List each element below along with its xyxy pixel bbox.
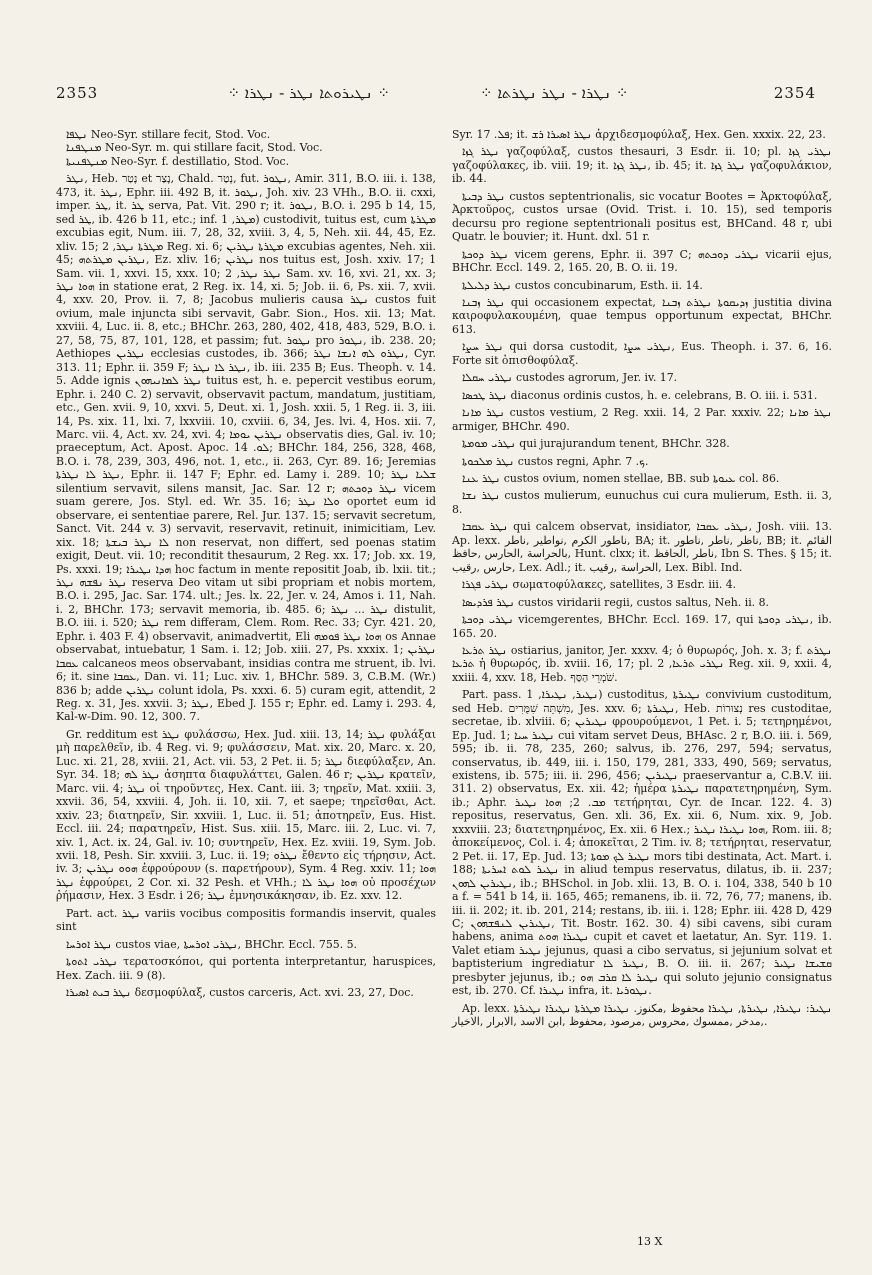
entry: ܢܛܪ ܙܒܢܐ qui occasionem expectat, ܙܕܝܩܘܬܐ ܢܛܪܬ ܙܒܢܐ justitia divina καιροφυλακουμένη, quae tempus opportunum expectat, BHChr. 613. <box>452 295 832 336</box>
entry: ܢܛܪ, Heb. נָטַר et נָצַר, Chald. נְטַר, fut. ܢܛܘܪ, Amir. 311, B.O. iii. i. 138, 473, it. ܢܛܪ, Ephr. iii. 492 B, it. ܢܛܘܪ, Joh. xiv. 23 VHh., B.O. ii. cxxi, imper. ܛܪ, it. ܛܪ serva, Pat. Vit. 290 r; it. ܢܛܘܪ, B.O. i. 295 b 14, 15, sed ܛܪ, ib. 426 b 11, etc.; inf. ܡܛܪ, 1) custodivit, tuitus est, cum ܡܛܪܬܐ excubias egit, Num. iii. 7, 28, 32, xviii. 3, 4, 5, Neh. xii. 44, 45, Ez. xliv. 15; ܡܛܪܬܐ ܢܛܪ, 2 Reg. xi. 6; ܡܛܪܬܐ ܢܛܪܝܢ excubias agentes, Neh. xii. 45; ܢܛܪܝܢ ܡܛܪܬܗ, Ez. xliv. 16; ܢܛܪܝܢ nos tuitus est, Josh. xxiv. 17; 1 Sam. vii. 1, xxvi. 15, xxx. 10; ܢܛܪ ܢܛܪ, 2 Sam. xv. 16, xvi. 21, xx. 3; ܗܘܐ ܢܛܪ in statione erat, 2 Reg. ix. 14, xi. 5; Job. ii. 6, Ps. xii. 7, xvii. 4, xxv. 20, Prov. ii. 7, 8; Jacobus mulieris causa ܢܛܪ custos fuit ovium, male injuncta sibi servavit, Gabr. Sion., Hos. xii. 13; Mat. xxviii. 4, Luc. ii. 8, etc.; BHChr. 263, 280, 402, 418, 483, 529, B.O. i. 27, 58, 75, 87, 101, 128, et passim; fut. ܢܛܘܪ pro ܢܛܘܪ, ib. 238. 20; Aethiopes ܢܛܪܝܢ ecclesias custodes, ib. 366; ܢܛܪܘ ܠܗ ܐܢܫܐ ܢܛܪ, Cyr. 313. 11; Ephr. ii. 359 F; ܢܛܪ ܠܐ ܢܛܪ, ib. iii. 235 B; Eus. Theoph. v. 14. 5. Adde ignis ܢܛܪ ܠܡܐܢܝܗܘܢ tuitus est, h. e. pepercit vestibus eorum, Ephr. i. 240 C. 2) servavit, observavit pactum, mandatum, justitiam, etc., Gen. xvii. 9, 10, xxvi. 5, Deut. xi. 1, Josh. xxii. 5, 1 Reg. ii. 3, iii. 14, Ps. xix. 11, lxi. 7, lxxviii. 10, cxviii. 6, 34, Jes. lvi. 4, Hos. xii. 7, Marc. vii. 4, Act. xv. 24, xvi. 4; ܢܛܪܝܢ ܝܘܡܐ observatis dies, Gal. iv. 10; praeceptum, Act. Apost. Apoc. ܠܘ. 14; BHChr. 184, 256, 328, 468, B.O. i. 78, 239, 303, 496, not. 1, etc., ii. 263, Cyr. 89. 16; Jeremias ܢܛܪ ܠܐ ܢܛܪܬܐ, Ephr. ii. 147 F; Ephr. ed. Lamy i. 289. 10; ܫܠܝܐ ܢܛܪ silentium servavit, silens mansit, Jac. Sar. 12 r; ܢܛܪ ܕܘܟܬܗ vicem suam gerere, Jos. Styl. ed. Wr. 35. 16; ܘܠܐ ܢܛܪ oportet eum id observare, ei sententiae parere, Rel. Jur. 137. 15; servavit secretum, Sanct. Vit. 244 v. 3) servavit, reservavit, retinuit, inimicitiam, Lev. xix. 18; ܠܐ ܢܛܪ ܒܝܫܬܐ non reservat, non differt, sed poenas statim exigit, Deut. vii. 10; reconditit thesaurum, 2 Reg. xx. 17; Job. xx. 19, Ps. xxxi. 19; ܗܕܐ ܢܛܝܪܐ hoc factum in mente repositit Joab, ib. lxii. tit.; ܢܛܪ ܢܦܫܗ ܢܛܪ reserva Deo vitam ut sibi propriam et nobis mortem, B.O. i. 295, Jac. Sar. 174. ult.; Jes. lx. 22, Jer. v. 24, Amos i. 11, Nah. i. 2, BHChr. 173; servavit memoria, ib. 485. 6; ܢܛܪ ... ܢܛܪ distulit, B.O. iii. i. 520; ܢܛܪ rem differam, Clem. Rom. Rec. 33; Cyr. 421. 20, Ephr. i. 403 F. 4) observavit, animadvertit, Eli ܗܘܐ ܢܛܪ ܦܘܡܗ os Annae observabat, intuebatur, 1 Sam. i. 12; Job. xiii. 27, Ps. xxxix. 1; ܢܛܪܝܢ ܥܩܒܐ calcaneos meos observabant, insidias contra me struent, ib. lvi. 6; it. sine ܥܩܒܐ, Dan. vi. 11; Luc. xiv. 1, BHChr. 589. 3, C.B.M. (Wr.) 836 b; adde ܢܛܪܝܢ colunt idola, Ps. xxxi. 6. 5) curam egit, attendit, 2 Reg. x. 31, Jes. xxvii. 3; ܢܛܪ, Ebed J. 155 r; Ephr. ed. Lamy i. 293. 4, Kal-w-Dim. 90. 12, 300. 7. <box>56 172 437 724</box>
entry: ܢܛܪܝ ܐܬܘܬܐ τερατοσκόποι, qui portenta interpretantur, haruspices, Hex. Zach. iii. 9 (8). <box>56 955 436 982</box>
entry: ܢܛܪ ܕܠܝܠܬܐ custos concubinarum, Esth. ii. 14. <box>462 278 703 292</box>
entry: ܢܛܪ ܬܪܥܐ ostiarius, janitor, Jer. xxxv. 4; ὁ θυρωρός, Joh. x. 3; f. ܢܛܪܬ ܬܪܥܐ ἡ θυρωρός, ib. xviii. 16, 17; pl. ܢܛܪܝ ܬܪܥܐ, 2 Reg. xii. 9, xxii. 4, xxiii. 4, xxv. 18, Heb. שֹׁמְרֵי הַסַּף. <box>452 643 832 684</box>
right-column <box>452 128 832 1029</box>
page-number-right: 2354 <box>773 84 816 102</box>
entry: ܢܛܪ ܓܙܐ γαζοφύλαξ, custos thesauri, 3 Esdr. ii. 10; pl. ܢܛܪܝ ܓܙܐ γαζοφύλακες, ib. viii. 19; it. ܢܛܪ ܓܙܐ, ib. 45; it. ܢܛܪ ܓܙܐ γαζοφυλάκιον, ib. 44. <box>452 145 832 186</box>
entry: ܢܛܪ ܢܫܐ custos mulierum, eunuchus cui cura mulierum, Esth. ii. 3, 8. <box>452 489 832 516</box>
entry: ܢܛܦܐ Neo-Syr. stillare fecit, Stod. Voc. <box>66 128 271 141</box>
entry: ܢܛܪ ܚܨܐ qui dorsa custodit, ܢܛܪܝ ܚܨܐ, Eus. Theoph. i. 37. 6, 16. Forte sit ὀπισθοφύλαξ. <box>452 340 833 367</box>
entry: Syr. ܦܠ. 17; it. ܢܛܪ ܐܣܝܪܐ ܪܫ ἀρχιδεσμοφύλαξ, Hex. Gen. xxxix. 22, 23. <box>452 128 826 141</box>
entry: ܢܛܪܝ ܚܩܠܐ custodes agrorum, Jer. iv. 17. <box>462 371 678 385</box>
entry: ܢܛܪ ܕܘܟܬܐ vicem gerens, Ephr. ii. 397 C; ܢܛܪܝ ܕܘܟܬܗ vicarii ejus, BHChr. Eccl. 149. 2, 165. 20, B. O. ii. 19. <box>452 247 833 275</box>
entry: ܢܛܪ ܥܢܐ custos ovium, nomen stellae, BB. sub ܥܝܘܬܐ col. 86. <box>462 471 780 485</box>
running-head-left: ⁘ ܢܛܝܪܘܬܐ ܢܛܪ - ܢܛܪܐ ⁘ <box>227 84 390 102</box>
running-head-right: ⁘ ܢܛܪܐ - ܢܛܪ ܢܛܪܬܐ ⁘ <box>480 84 629 102</box>
entry: ܡܢܛܦܢܐ Neo-Syr. m. qui stillare facit, Stod. Voc. <box>66 141 323 155</box>
entry: ܢܛܪܝ ܡܘܡܬܐ qui jurajurandum tenent, BHChr. 328. <box>462 437 730 451</box>
left-column <box>56 128 436 1000</box>
entry: Part. pass. ܢܛܝܪ, ܢܛܝܪܐ, 1) custoditus, ܢܛܝܪܬܐ convivium custoditum, sed Heb. מִשְׁתֵּה שִׁמֻּרִים, Jes. xxv. 6; ܢܛܝܪܬܐ, Heb. נְצוּרוֹת res custoditae, secretae, ib. xlviii. 6; ܢܛܝܪܝܢ φρουρούμενοι, 1 Pet. i. 5; τετηρημένοι, Ep. Jud. 1; ܢܛܝܪ ܚܝܐ cui vitam servet Deus, BHAsc. 2 r, B.O. iii. i. 569, 595; ib. ii. 78, 235, 260; salvus, ib. 276, 297, 594; servatus, conservatus, ib. 449, iii. i. 150, 179, 281, 333, 490, 569; servatus, existens, ib. 575; iii. ii. 296, 456; ܢܛܝܪܝܢ praeservantur a, C.B.V. iii. 311. 2) observatus, Ex. xii. 42; ἡμέρα ܢܛܝܪܬܐ παρατετηρημένη, Sym. ib.; Aphr. ܡܒ. 2; ܗܘܐ ܢܛܝܪ τετήρηται, Cyr. de Incar. 122. 4. 3) repositus, reservatus, Gen. xli. 36, Ex. xii. 6, Num. xix. 9, Job. xxxviii. 23; διατετηρημένος, Ex. xii. 6 Hex.; ܗܘܐ ܢܛܝܪܐ ܢܛܝܪ, Rom. iii. 8; ἀποκείμενος, Col. i. 4; ἀποκεῖται, 2 Tim. iv. 8; τετήρηται, reservatur, 2 Pet. ii. 17, Ep. Jud. 13; ܢܛܝܪ ܠܟ ܡܘܬܐ mors tibi destinata, Act. Mart. i. 188; ܢܛܝܪ ܠܘܬ ܐܚܪܝܬܐ in aliud tempus reservatus, dilatus, ib. ii. 237; ܢܛܝܪܝܢ ܠܗܘܢ, ib.; BHSchol. in Job. xlii. 13, B. O. i. 104, 338, 540 b 10 a f. = 541 b 14, ii. 165, 465; remanens, ib. ii. 72, 76, 77; manens, ib. iii. ii. 202; it. ib. 201, 214; restans, ib. iii. i. 128; Ephr. iii. 428 D, 429 C; ܢܛܝܪܝܢ ܠܢܦܫܗܘܢ, Tit. Bostr. 162. 30. 4) sibi cavens, sibi curam habens, anima ܢܛܝܪܐ ܗܘܬ cupit et cavet et laetatur, An. Syr. 119. 1. Valet etiam ܢܛܝܪ jejunus, quasi a cibo servatus, si jejunium solvat et baptisterium ingrediatur ܢܛܝܪ ܠܐ, B. O. iii. ii. 267; ܩܫܝܫܐ ܢܛܝܪ presbyter jejunus, ib.; ܢܛܝܪ ܠܐ ܩܪܒ ܗܘ qui soluto jejunio consignatus est, ib. 270. Cf. ܢܛܝܪܐ infra, it. ܢܛܘܪܝܐ. <box>452 688 833 998</box>
entry: Ap. lexx. ܢܛܝܪ: ܢܛܝܪܐ, ܢܛܝܪܬܐ, ܢܛܝܪܐ محفوظ ,مكنوز. ܢܛܝܪܐ ܡܛܪܬܐ ܢܛܝܪܐ ܢܛܝܪܬܐ ,مدخر ,ممسوك ,محروس ,مرصود ,محفوظ ,ابن الاسد ,الابرار ,الاخيار. <box>452 1001 832 1029</box>
entry: Gr. redditum est ܢܛܪ φυλάσσω, Hex. Jud. xiii. 13, 14; ܢܛܪ φυλάξαι μὴ παρελθεῖν, ib. 4 Reg. vi. 9; φυλάσσειν, Mat. xix. 20, Marc. x. 20, Luc. xi. 21, 28, xviii. 21, Act. vii. 53, 2 Pet. ii. 5; ܢܛܪ διεφύλαξεν, An. Syr. 34. 18; ܢܛܪ ܠܗ ἀσηπτα διαφυλάττει, Galen. 46 r; ܢܛܪܝܢ κρατεῖν, Marc. vii. 4; ܢܛܪ οἱ τηροῦντες, Hex. Cant. iii. 3; τηρεῖν, Mat. xxiii. 3, xxvii. 36, 54, xxviii. 4, Joh. ii. 10, xii. 7, et saepe; τηρεῖσθαι, Act. xxiv. 23; διατηρεῖν, Sir. xxviii. 1, Luc. ii. 51; ἀποτηρεῖν, Eus. Hist. Eccl. iii. 24; παρατηρεῖν, Hist. Sus. xiii. 15, Marc. iii. 2, Luc. vi. 7, xiv. 1, Act. ix. 24, Gal. iv. 10; συντηρεῖν, Hex. Ez. xviii. 19, Sym. Job. xvii. 18, Pesh. Sir. xxviii. 3, Luc. ii. 19; ܢܛܪܘ ἔθεντο εἰς τήρησιν, Act. iv. 3; ܗܘܘ ܢܛܪܝܢ ἐφρούρουν (s. παρετήρουν), Sym. 4 Reg. xxiv. 11; ܗܘܐ ܢܛܪ ἐφρούρει, 2 Cor. xi. 32 Pesh. et VHh.; ܗܘܐ ܢܛܪ ܠܐ οὐ προσέχων ῥήμασιν, Hex. 3 Esdr. i 26; ܢܛܪ ἐμνησικάκησαν, ib. Ez. xxv. 12. <box>56 727 437 903</box>
signature-mark: 13 X <box>637 1235 663 1248</box>
entry: ܢܛܪ ܛܟܣܐ diaconus ordinis custos, h. e. celebrans, B. O. iii. i. 531. <box>462 388 818 402</box>
entry: ܢܛܪ ܥܩܒܐ qui calcem observat, insidiator, ܢܛܪܝ ܥܩܒܐ, Josh. viii. 13. Ap. lexx. ناطور الكرم ,نواطير ,ناطر, BA; it. ناظر ,ناطر ,ناطور, BB; it. القائم بالحراسة ,الحارس ,حافظ, Hunt. clxx; it. ناطر ,الحافظ, Ibn S. Thes. § 15; it. حارس ,رقيب, Lex. Adl.; it. الحراسة ,رقيب, Lex. Bibl. Ind. <box>452 520 833 574</box>
entry: ܢܛܪ ܦܪܕܝܣܐ custos viridarii regii, custos saltus, Neh. ii. 8. <box>462 595 769 609</box>
entry: ܢܛܪ ܡܐܢܐ custos vestium, 2 Reg. xxii. 14, 2 Par. xxxiv. 22; ܢܛܪ ܡܐܢܐ armiger, BHChr. 490. <box>452 406 832 433</box>
entry: ܢܛܪ ܕܒܝܬܐ custos septentrionalis, sic vocatur Bootes = Ἀρκτοφύλαξ, Ἀρκτοῦρος, custos ursae (Ovid. Trist. i. 10. 15), sed temporis decursu pro regione septentrionali positus est, BHCand. 48 r, ubi Quatr. le bouvier; it. Hunt. dxl. 51 r. <box>452 189 832 244</box>
entry: ܡܢܛܦܢܝܬܐ Neo-Syr. f. destillatio, Stod. Voc. <box>66 154 290 168</box>
entry: ܢܛܪ ܐܘܪܚܐ custos viae, ܢܛܪܝ ܐܘܪܚܬܐ, BHChr. Eccl. 755. 5. <box>66 937 358 951</box>
entry: ܢܛܪ ܡܠܟܘܬܐ custos regni, Aphr. ܟ. 7. <box>462 454 649 468</box>
entry: ܢܛܪ ܒܝܬ ܐܣܝܪܐ δεσμοφύλαξ, custos carceris, Act. xvi. 23, 27, Doc. <box>66 986 414 1000</box>
entry: ܢܛܪܝ ܕܘܟܬܐ vicemgerentes, BHChr. Eccl. 169. 17, qui ܢܛܪܝ ܕܘܟܬܐ, ib. 165. 20. <box>452 613 832 640</box>
entry: ܢܛܪܝ ܦܓܪܐ σωματοφύλακες, satellites, 3 Esdr. iii. 4. <box>462 578 737 592</box>
page-number-left: 2353 <box>56 84 99 102</box>
entry: Part. act. ܢܛܪ variis vocibus compositis formandis inservit, quales sint <box>56 906 437 934</box>
